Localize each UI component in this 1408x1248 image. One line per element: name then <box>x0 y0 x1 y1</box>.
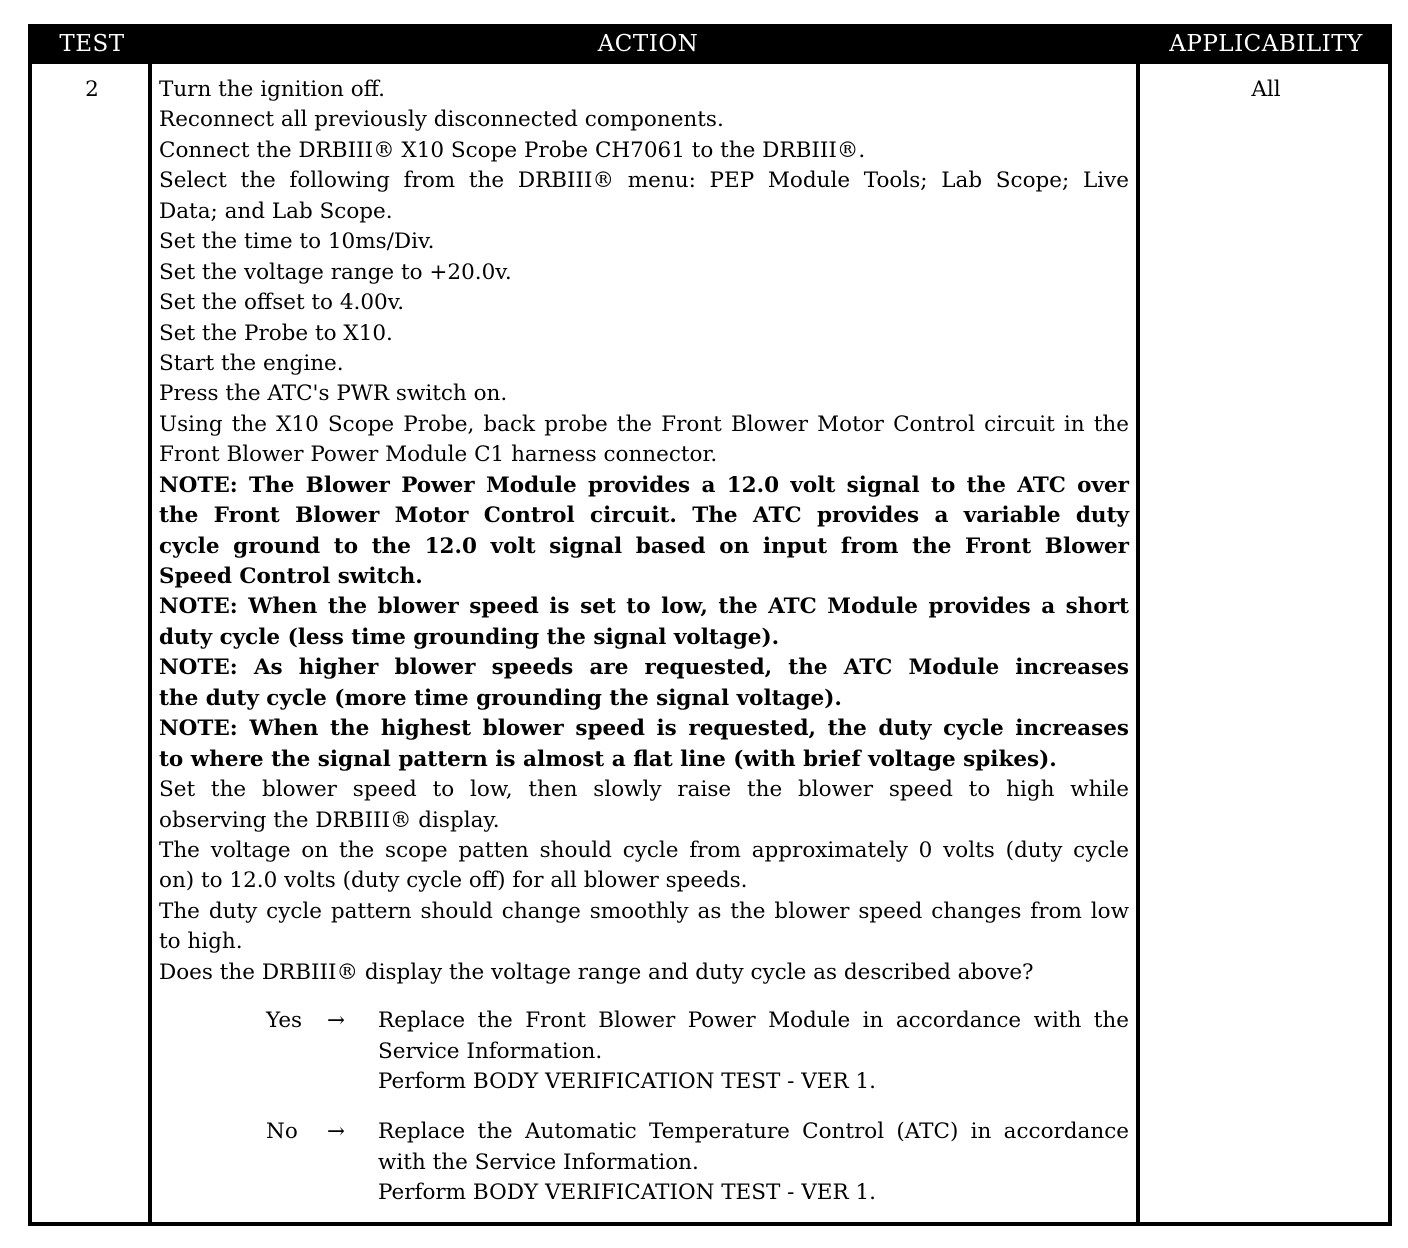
action-line: Using the X10 Scope Probe, back probe the Front Blower Motor Control circuit in the <box>159 411 1129 437</box>
test-number: 2 <box>85 77 99 102</box>
arrow-right-icon: → <box>327 1119 346 1145</box>
answer-line: Perform BODY VERIFICATION TEST - VER 1. <box>378 1069 877 1094</box>
answer-text <box>378 1117 1129 1208</box>
answer-line: Perform BODY VERIFICATION TEST - VER 1. <box>378 1180 877 1205</box>
answer-line: with the Service Information. <box>378 1149 699 1175</box>
action-line: Connect the DRBIII® X10 Scope Probe CH7061 to the DRBIII®. <box>159 137 866 163</box>
answer-no <box>159 1117 1129 1208</box>
action-line: Set the time to 10ms/Div. <box>159 229 435 255</box>
action-line: Start the engine. <box>159 350 344 376</box>
action-line: Set the blower speed to low, then slowly raise the blower speed to high while <box>159 777 1129 803</box>
header-action: ACTION <box>597 31 699 57</box>
action-line: Reconnect all previously disconnected components. <box>159 107 724 133</box>
action-steps <box>159 75 1129 988</box>
note-line: NOTE: When the blower speed is set to low, the ATC Module provides a short <box>159 594 1129 620</box>
note-line: NOTE: The Blower Power Module provides a 12.0 volt signal to the ATC over <box>159 472 1129 498</box>
answer-line: Service Information. <box>378 1038 603 1064</box>
note-line: NOTE: As higher blower speeds are requested, the ATC Module increases <box>159 655 1129 681</box>
action-line: Turn the ignition off. <box>159 77 385 102</box>
answer-text <box>378 1006 1129 1097</box>
arrow-right-icon: → <box>327 1008 346 1034</box>
diagnostic-test-table <box>28 24 1392 1226</box>
action-line: The duty cycle pattern should change smoothly as the blower speed changes from low <box>159 898 1129 924</box>
column-divider <box>148 64 152 1222</box>
note-line: NOTE: When the highest blower speed is requested, the duty cycle increases <box>159 716 1129 742</box>
action-line: The voltage on the scope patten should cycle from approximately 0 volts (duty cycle <box>159 837 1129 863</box>
answer-yes <box>159 1006 1129 1097</box>
action-cell <box>159 75 1129 1208</box>
action-line: Does the DRBIII® display the voltage range and duty cycle as described above? <box>159 959 1034 985</box>
action-line: on) to 12.0 volts (duty cycle off) for all blower speeds. <box>159 868 748 894</box>
answer-label: No <box>266 1119 298 1145</box>
action-line: Data; and Lab Scope. <box>159 198 393 224</box>
note-line: duty cycle (less time grounding the signal voltage). <box>159 624 780 650</box>
answer-label: Yes <box>266 1008 303 1034</box>
action-line: Select the following from the DRBIII® menu: PEP Module Tools; Lab Scope; Live <box>159 168 1129 194</box>
action-line: to high. <box>159 929 243 955</box>
action-line: Front Blower Power Module C1 harness connector. <box>159 442 718 468</box>
note-line: the duty cycle (more time grounding the signal voltage). <box>159 685 842 711</box>
note-line: to where the signal pattern is almost a flat line (with brief voltage spikes). <box>159 746 1057 772</box>
note-line: the Front Blower Motor Control circuit. The ATC provides a variable duty <box>159 503 1129 529</box>
action-line: observing the DRBIII® display. <box>159 807 500 833</box>
header-applicability: APPLICABILITY <box>1169 31 1363 57</box>
answer-line: Replace the Automatic Temperature Control (ATC) in accordance <box>378 1119 1129 1145</box>
answer-line: Replace the Front Blower Power Module in accordance with the <box>378 1008 1129 1034</box>
action-line: Press the ATC's PWR switch on. <box>159 381 508 407</box>
answer-options <box>159 1006 1129 1208</box>
note-line: Speed Control switch. <box>159 564 423 589</box>
action-line: Set the offset to 4.00v. <box>159 290 405 316</box>
action-line: Set the voltage range to +20.0v. <box>159 259 512 285</box>
column-divider <box>1136 64 1140 1222</box>
table-header <box>32 24 1388 64</box>
note-line: cycle ground to the 12.0 volt signal based on input from the Front Blower <box>159 533 1129 559</box>
applicability-value: All <box>1251 77 1281 102</box>
action-line: Set the Probe to X10. <box>159 320 393 346</box>
header-test: TEST <box>59 31 125 57</box>
